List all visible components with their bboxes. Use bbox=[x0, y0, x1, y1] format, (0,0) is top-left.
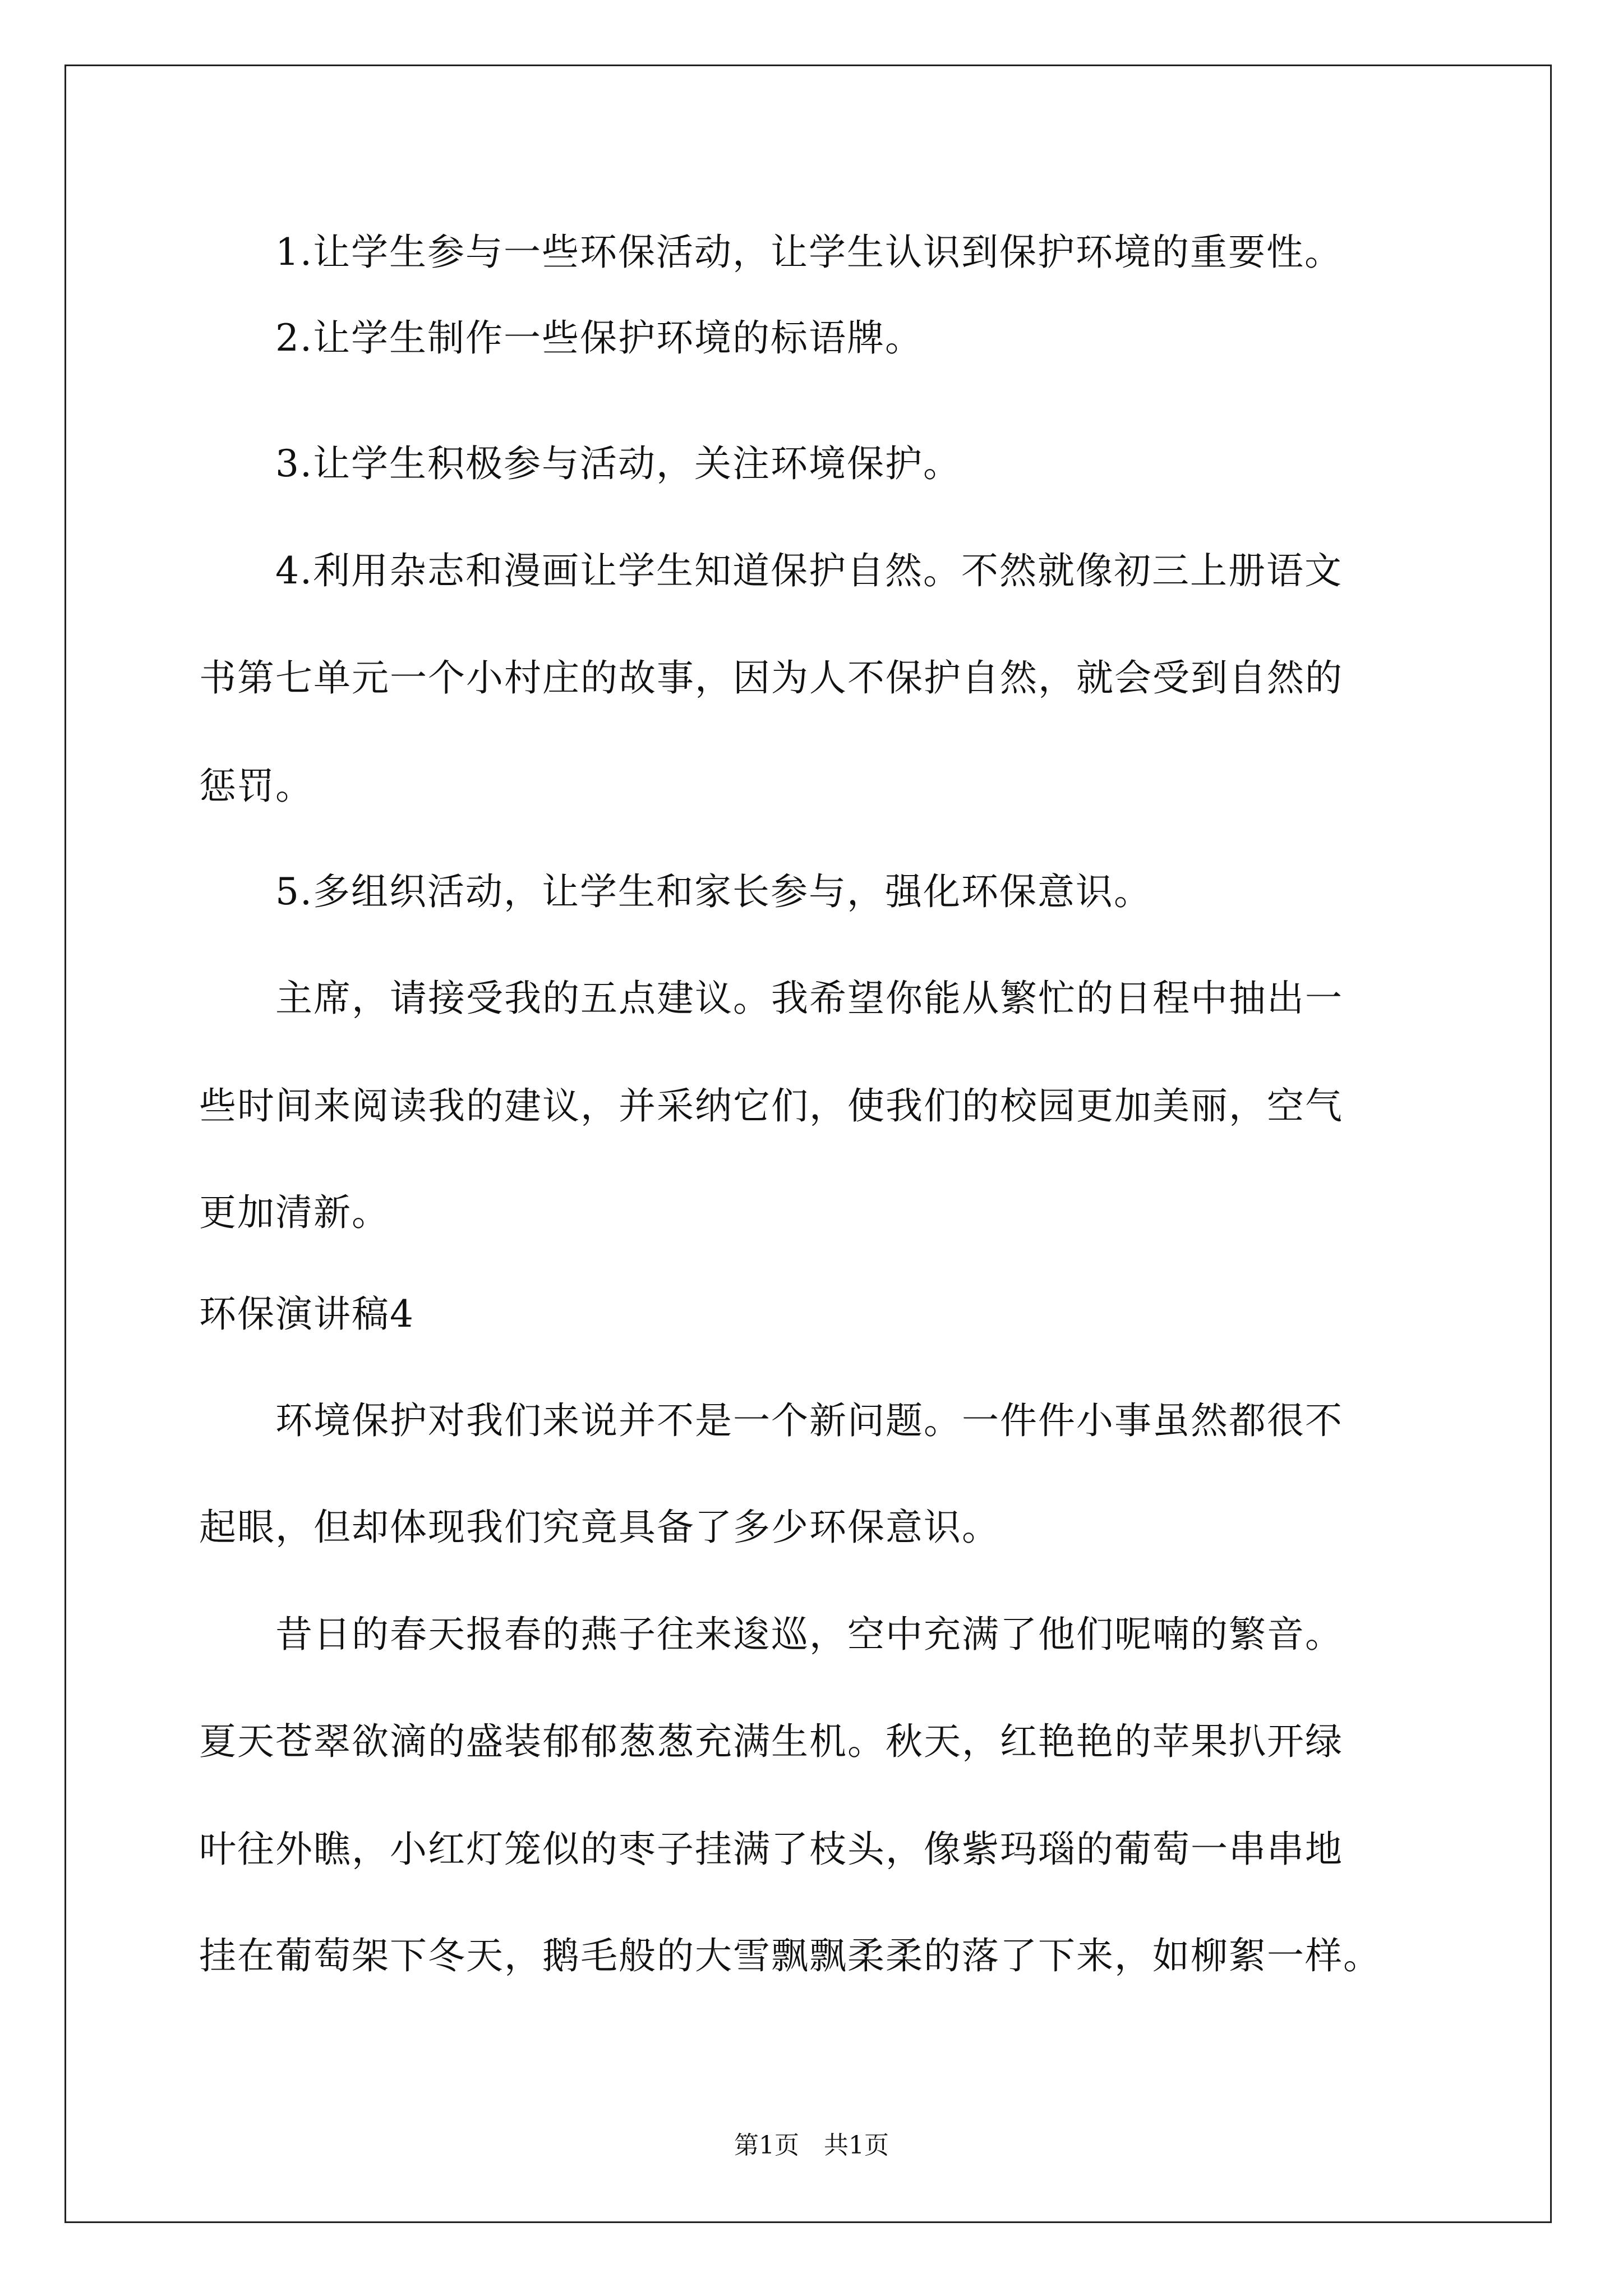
paragraph-line: 更加清新。 bbox=[199, 1191, 390, 1234]
paragraph-line: 主席，请接受我的五点建议。我希望你能从繁忙的日程中抽出一 bbox=[199, 977, 1343, 1020]
paragraph-line: 1.让学生参与一些环保活动，让学生认识到保护环境的重要性。 bbox=[199, 231, 1343, 274]
section-heading: 环保演讲稿4 bbox=[199, 1292, 414, 1336]
paragraph-line: 3.让学生积极参与活动，关注环境保护。 bbox=[199, 442, 961, 485]
paragraph-line: 2.让学生制作一些保护环境的标语牌。 bbox=[199, 316, 923, 360]
paragraph-line: 书第七单元一个小村庄的故事，因为人不保护自然，就会受到自然的 bbox=[199, 656, 1343, 700]
page-border bbox=[64, 65, 1552, 2223]
paragraph-line: 些时间来阅读我的建议，并采纳它们，使我们的校园更加美丽，空气 bbox=[199, 1084, 1343, 1128]
paragraph-line: 夏天苍翠欲滴的盛装郁郁葱葱充满生机。秋天，红艳艳的苹果扒开绿 bbox=[199, 1720, 1343, 1763]
paragraph-line: 4.利用杂志和漫画让学生知道保护自然。不然就像初三上册语文 bbox=[199, 549, 1343, 592]
paragraph-line: 惩罚。 bbox=[199, 765, 313, 808]
paragraph-line: 环境保护对我们来说并不是一个新问题。一件件小事虽然都很不 bbox=[199, 1399, 1343, 1442]
paragraph-line: 起眼，但却体现我们究竟具备了多少环保意识。 bbox=[199, 1506, 1000, 1549]
page-number: 第1页 共1页 bbox=[734, 2131, 889, 2160]
paragraph-line: 昔日的春天报春的燕子往来逡巡，空中充满了他们呢喃的繁音。 bbox=[199, 1613, 1343, 1656]
paragraph-line: 叶往外瞧，小红灯笼似的枣子挂满了枝头，像紫玛瑙的葡萄一串串地 bbox=[199, 1828, 1343, 1871]
paragraph-line: 5.多组织活动，让学生和家长参与，强化环保意识。 bbox=[199, 870, 1152, 913]
paragraph-line: 挂在葡萄架下冬天，鹅毛般的大雪飘飘柔柔的落了下来，如柳絮一样。 bbox=[199, 1934, 1381, 1977]
